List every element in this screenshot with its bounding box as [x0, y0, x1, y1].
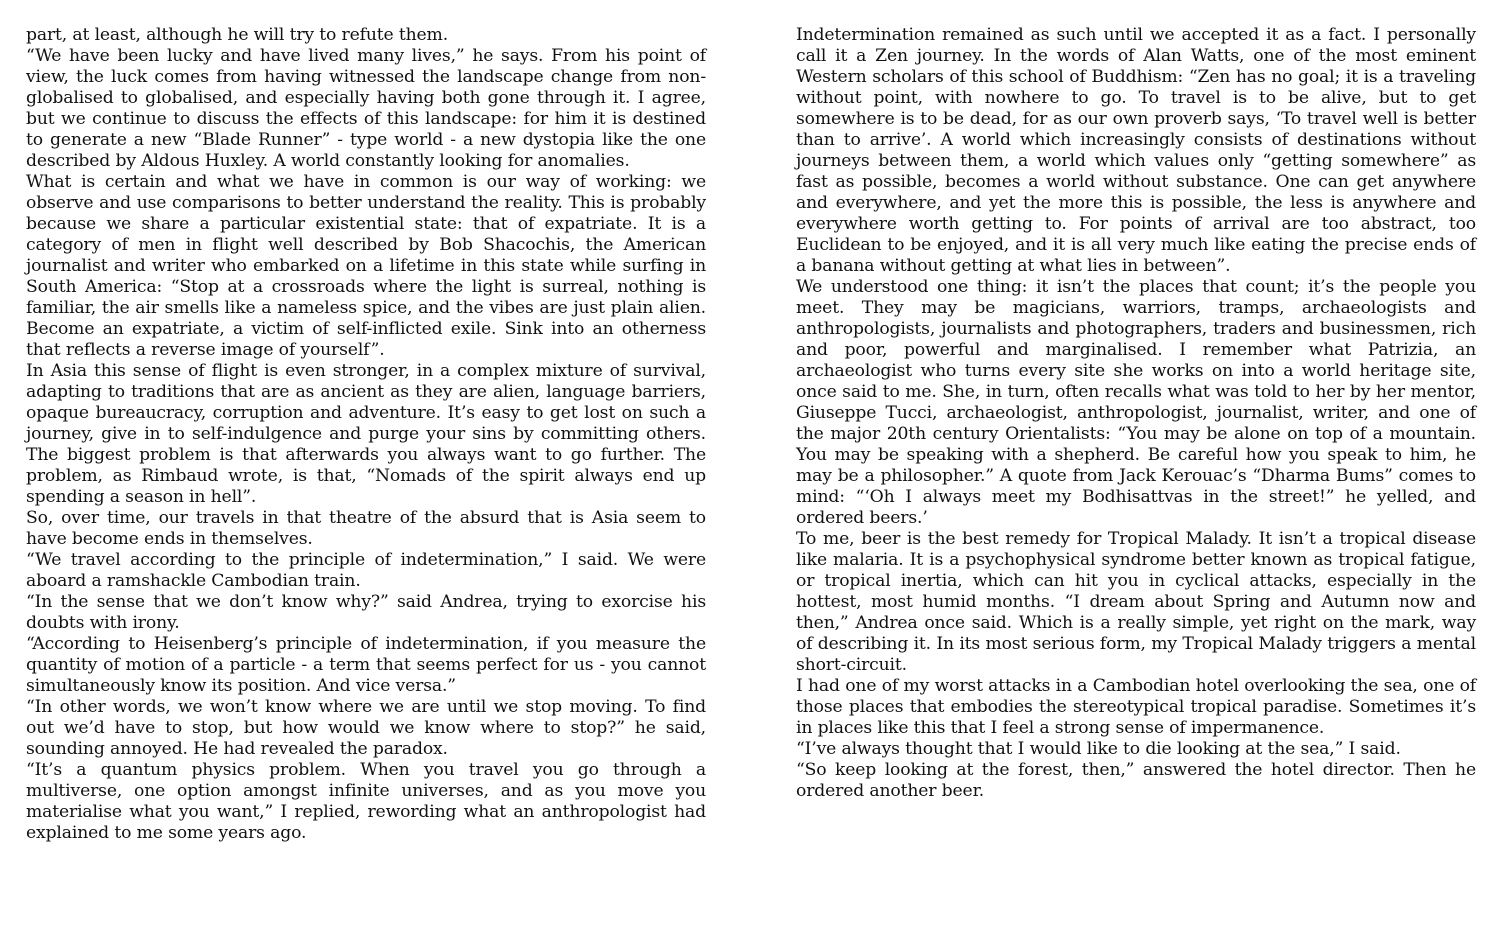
paragraph: What is certain and what we have in common is our way of working: we observe and use comparisons to better understand the reality. This is probably because we share a particular existential state: that of expatriate. It is a category of men in flight well described by Bob Shacochis, the American journalist and writer who embarked on a lifetime in this state while surfing in South America: “Stop at a crossroads where the light is surreal, nothing is familiar, the air smells like a nameless spice, and the vibes are just plain alien. Become an expatriate, a victim of self-inflicted exile. Sink into an otherness that reflects a reverse image of yourself”. — [26, 172, 706, 360]
paragraph: So, over time, our travels in that theatre of the absurd that is Asia seem to have become ends in themselves. — [26, 508, 706, 549]
paragraph: To me, beer is the best remedy for Tropical Malady. It isn’t a tropical disease like malaria. It is a psychophysical syndrome better known as tropical fatigue, or tropical inertia, which can hit you in cyclical attacks, especially in the hottest, most humid months. “I dream about Spring and Autumn now and then,” Andrea once said. Which is a really simple, yet right on the mark, way of describing it. In its most serious form, my Tropical Malady triggers a mental short-circuit. — [796, 529, 1476, 675]
right-page-column — [796, 25, 1476, 802]
paragraph: We understood one thing: it isn’t the places that count; it’s the people you meet. They may be magicians, warriors, tramps, archaeologists and anthropologists, journalists and photographers, traders and businessmen, rich and poor, powerful and marginalised. I remember what Patrizia, an archaeologist who turns every site she works on into a world heritage site, once said to me. She, in turn, often recalls what was told to her by her mentor, Giuseppe Tucci, archaeologist, anthropologist, journalist, writer, and one of the major 20th century Orientalists: “You may be alone on top of a mountain. You may be speaking with a shepherd. Be careful how you speak to him, he may be a philosopher.” A quote from Jack Kerouac’s “Dharma Bums” comes to mind: “‘Oh I always meet my Bodhisattvas in the street!” he yelled, and ordered beers.’ — [796, 277, 1476, 528]
paragraph: In Asia this sense of flight is even stronger, in a complex mixture of survival, adapting to traditions that are as ancient as they are alien, language barriers, opaque bureaucracy, corruption and adventure. It’s easy to get lost on such a journey, give in to self-indulgence and purge your sins by committing others. The biggest problem is that afterwards you always want to go further. The problem, as Rimbaud wrote, is that, “Nomads of the spirit always end up spending a season in hell”. — [26, 361, 706, 507]
paragraph: “In other words, we won’t know where we are until we stop moving. To find out we’d have to stop, but how would we know where to stop?” he said, sounding annoyed. He had revealed the paradox. — [26, 697, 706, 759]
paragraph: Indetermination remained as such until we accepted it as a fact. I personally call it a Zen journey. In the words of Alan Watts, one of the most eminent Western scholars of this school of Buddhism: “Zen has no goal; it is a traveling without point, with nowhere to go. To travel is to be alive, but to get somewhere is to be dead, for as our own proverb says, ‘To travel well is better than to arrive’. A world which increasingly consists of destinations without journeys between them, a world which values only “getting somewhere” as fast as possible, becomes a world without substance. One can get anywhere and everywhere, and yet the more this is possible, the less is anywhere and everywhere worth getting to. For points of arrival are too abstract, too Euclidean to be enjoyed, and it is all very much like eating the precise ends of a banana without getting at what lies in between”. — [796, 25, 1476, 276]
paragraph: “We travel according to the principle of indetermination,” I said. We were aboard a ramshackle Cambodian train. — [26, 550, 706, 591]
paragraph: “According to Heisenberg’s principle of indetermination, if you measure the quantity of motion of a particle - a term that seems perfect for us - you cannot simultaneously know its position. And vice versa.” — [26, 634, 706, 696]
paragraph: I had one of my worst attacks in a Cambodian hotel overlooking the sea, one of those places that embodies the stereotypical tropical paradise. Sometimes it’s in places like this that I feel a strong sense of impermanence. — [796, 676, 1476, 738]
paragraph: “We have been lucky and have lived many lives,” he says. From his point of view, the luck comes from having witnessed the landscape change from non-globalised to globalised, and especially having both gone through it. I agree, but we continue to discuss the effects of this landscape: for him it is destined to generate a new “Blade Runner” - type world - a new dystopia like the one described by Aldous Huxley. A world constantly looking for anomalies. — [26, 46, 706, 171]
paragraph: part, at least, although he will try to refute them. — [26, 25, 449, 45]
paragraph: “I’ve always thought that I would like to die looking at the sea,” I said. — [796, 739, 1401, 759]
paragraph: “In the sense that we don’t know why?” said Andrea, trying to exorcise his doubts with irony. — [26, 592, 706, 633]
left-page-column — [26, 25, 706, 844]
paragraph: “So keep looking at the forest, then,” answered the hotel director. Then he ordered another beer. — [796, 760, 1476, 801]
paragraph: “It’s a quantum physics problem. When you travel you go through a multiverse, one option amongst infinite universes, and as you move you materialise what you want,” I replied, rewording what an anthropologist had explained to me some years ago. — [26, 760, 706, 843]
